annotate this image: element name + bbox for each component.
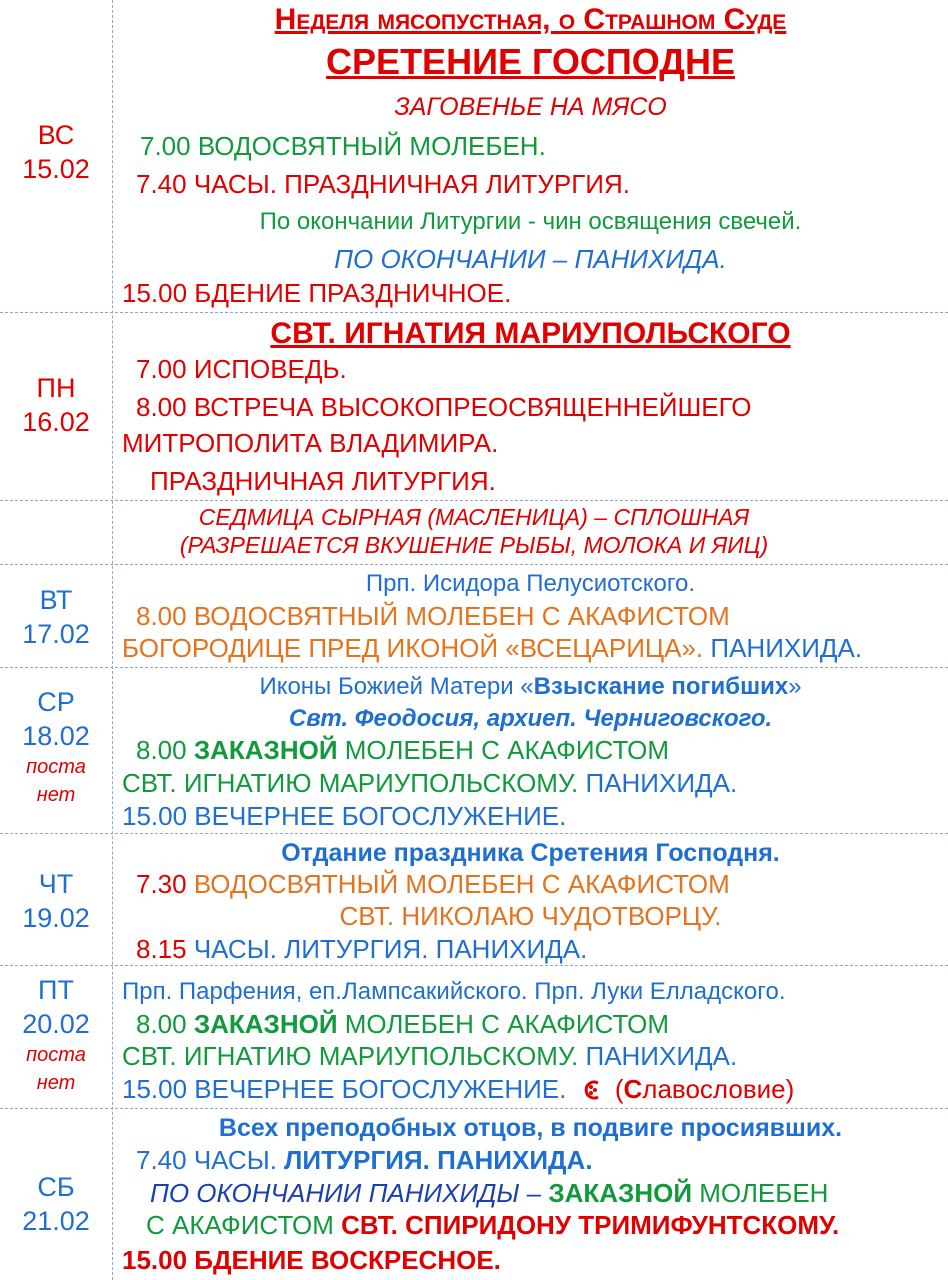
no-fast-note: поста	[26, 756, 86, 778]
mon-line-4: ПРАЗДНИЧНАЯ ЛИТУРГИЯ.	[150, 466, 496, 496]
row-divider	[0, 312, 948, 313]
tue-line-2: БОГОРОДИЦЕ ПРЕД ИКОНОЙ «ВСЕЦАРИЦА». ПАНИХИДА.	[122, 633, 863, 663]
week-note-1: СЕДМИЦА СЫРНАЯ (МАСЛЕНИЦА) – СПЛОШНАЯ	[198, 504, 750, 530]
sun-line-4: ПО ОКОНЧАНИИ – ПАНИХИДА.	[334, 244, 727, 274]
row-divider	[0, 667, 948, 668]
sun-zagovene: ЗАГОВЕНЬЕ НА МЯСО	[394, 93, 667, 121]
day-label-fri: ПТ 20.02 поста нет	[0, 973, 112, 1097]
mon-line-2: 8.00 ВСТРЕЧА ВЫСОКОПРЕОСВЯЩЕННЕЙШЕГО	[136, 392, 752, 422]
fri-line-2: СВТ. ИГНАТИЮ МАРИУПОЛЬСКОМУ. ПАНИХИДА.	[122, 1041, 738, 1071]
mon-title: СВТ. ИГНАТИЯ МАРИУПОЛЬСКОГО	[270, 317, 791, 350]
wed-saint-2: Свт. Феодосия, архиеп. Черниговского.	[288, 705, 773, 732]
sat-line-3: С АКАФИСТОМ СВТ. СПИРИДОНУ ТРИМИФУНТСКОМУ.	[146, 1210, 840, 1240]
tue-saint: Прп. Исидора Пелусиотского.	[365, 570, 696, 597]
day-label-thu: ЧТ 19.02	[22, 869, 90, 933]
fri-saint: Прп. Парфения, еп.Лампсакийского. Прп. Луки Елладского.	[122, 978, 786, 1005]
thu-line-2: СВТ. НИКОЛАЮ ЧУДОТВОРЦУ.	[339, 901, 722, 931]
day-label-sat: СБ 21.02	[22, 1172, 90, 1236]
thu-saint: Отдание праздника Сретения Господня.	[281, 839, 780, 867]
wed-line-2: СВТ. ИГНАТИЮ МАРИУПОЛЬСКОМУ. ПАНИХИДА.	[122, 768, 738, 798]
sun-line-5: 15.00 БДЕНИЕ ПРАЗДНИЧНОЕ.	[122, 278, 512, 308]
sat-line-4: 15.00 БДЕНИЕ ВОСКРЕСНОЕ.	[122, 1245, 501, 1275]
row-divider	[0, 965, 948, 966]
column-divider	[112, 0, 113, 1280]
no-fast-note: нет	[36, 784, 76, 806]
sat-line-2: ПО ОКОНЧАНИИ ПАНИХИДЫ – ЗАКАЗНОЙ МОЛЕБЕН	[150, 1178, 829, 1208]
sun-line-2: 7.40 ЧАСЫ. ПРАЗДНИЧНАЯ ЛИТУРГИЯ.	[136, 169, 630, 199]
sun-line-3: По окончании Литургии - чин освящения свечей.	[259, 208, 802, 235]
no-fast-note: нет	[36, 1072, 76, 1094]
thu-line-1: 7.30 ВОДОСВЯТНЫЙ МОЛЕБЕН С АКАФИСТОМ	[136, 869, 730, 899]
row-divider	[0, 500, 948, 501]
sun-feast-title: СРЕТЕНИЕ ГОСПОДНЕ	[326, 41, 735, 82]
row-divider	[0, 1108, 948, 1109]
no-fast-note: поста	[26, 1044, 86, 1066]
wed-line-1: 8.00 ЗАКАЗНОЙ МОЛЕБЕН С АКАФИСТОМ	[136, 735, 670, 765]
week-note-2: (РАЗРЕШАЕТСЯ ВКУШЕНИЕ РЫБЫ, МОЛОКА И ЯИЦ)	[179, 532, 769, 558]
row-divider	[0, 833, 948, 834]
tue-line-1: 8.00 ВОДОСВЯТНЫЙ МОЛЕБЕН С АКАФИСТОМ	[136, 601, 730, 631]
day-label-mon: ПН 16.02	[22, 373, 90, 437]
sun-title: Неделя мясопустная, о Страшном Суде	[274, 3, 787, 36]
wed-line-3: 15.00 ВЕЧЕРНЕЕ БОГОСЛУЖЕНИЕ.	[122, 801, 567, 831]
day-label-wed: СР 18.02 поста нет	[0, 685, 112, 809]
day-label-sun: ВС 15.02	[22, 120, 90, 184]
sat-saint: Всех преподобных отцов, в подвиге просиявших.	[218, 1114, 843, 1142]
row-divider	[0, 564, 948, 565]
sat-line-1: 7.40 ЧАСЫ. ЛИТУРГИЯ. ПАНИХИДА.	[136, 1145, 593, 1175]
sun-line-1: 7.00 ВОДОСВЯТНЫЙ МОЛЕБЕН.	[140, 131, 546, 161]
thu-line-3: 8.15 ЧАСЫ. ЛИТУРГИЯ. ПАНИХИДА.	[136, 934, 588, 964]
day-label-tue: ВТ 17.02	[22, 585, 90, 649]
fri-line-3: 15.00 ВЕЧЕРНЕЕ БОГОСЛУЖЕНИЕ. (Славословие)	[122, 1074, 795, 1104]
mon-line-3: МИТРОПОЛИТА ВЛАДИМИРА.	[122, 428, 499, 458]
slavoslovie-sign-icon	[582, 1079, 604, 1101]
mon-line-1: 7.00 ИСПОВЕДЬ.	[136, 354, 347, 384]
wed-saint-1: Иконы Божией Матери «Взыскание погибших»	[259, 673, 802, 700]
fri-line-1: 8.00 ЗАКАЗНОЙ МОЛЕБЕН С АКАФИСТОМ	[136, 1009, 670, 1039]
